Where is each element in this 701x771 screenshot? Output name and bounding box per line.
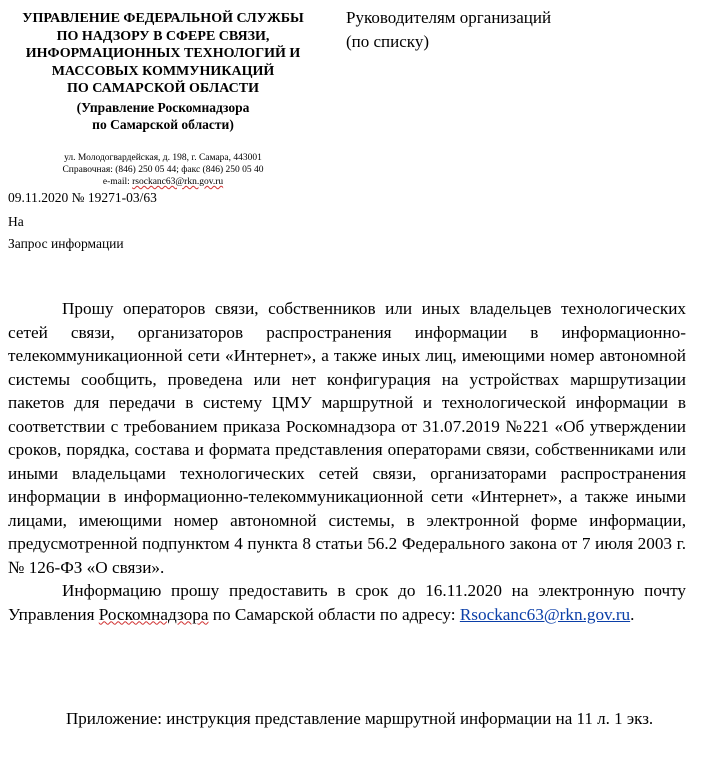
address-line: ул. Молодогвардейская, д. 198, г. Самара, 443001 xyxy=(64,153,262,163)
email-prefix: e-mail: xyxy=(102,177,133,187)
letter-body xyxy=(8,297,686,626)
header-email: rsockanc63@rkn.gov.ru xyxy=(132,177,224,187)
paragraph-2-org: Роскомнадзора xyxy=(98,604,209,624)
annex-note xyxy=(8,707,686,731)
phone-line: Справочная: (846) 250 05 44; факс (846) 250 05 40 xyxy=(62,165,264,175)
org-short-line: по Самарской области) xyxy=(92,117,234,132)
document-number: 09.11.2020 № 19271-03/63 xyxy=(8,190,157,205)
org-name-line: ПО НАДЗОРУ В СФЕРЕ СВЯЗИ, xyxy=(56,28,270,44)
contact-details xyxy=(0,152,326,188)
paragraph-2-end: . xyxy=(630,604,635,624)
body-paragraph-1: Прошу операторов связи, собственников или иных владельцев технологических сетей связи, организаторов распространения информации в информационно-телекоммуникационной сети «Интернет», а также иных лиц, имеющими номер автономной системы сообщить, проведена или нет конфигурация на устройствах маршрутизации пакетов для передачи в систему ЦМУ маршрутной и технологической информации в соответствии с требованием приказа Роскомнадзора от 31.07.2019 №221 «Об утверждении сроков, порядка, состава и формата представления операторами связи, собственниками или иными владельцами технологических сетей связи, организаторами распространения информации в информационно-телекоммуникационной сети «Интернет», а также иными лицами, имеющими номер автономной системы, в электронной форме информации, предусмотренной подпунктом 4 пункта 8 статьи 56.2 Федерального закона от 7 июля 2003 г. № 126-ФЗ «О связи». xyxy=(8,299,686,577)
body-paragraph-2 xyxy=(8,579,686,626)
org-name-line: ПО САМАРСКОЙ ОБЛАСТИ xyxy=(66,81,260,96)
org-short-name xyxy=(0,99,326,134)
recipient-block xyxy=(346,6,676,54)
paragraph-2-text: Информацию прошу предоставить в срок до 16.11.2020 на электронную почту Управления xyxy=(8,581,686,624)
org-name-line: УПРАВЛЕНИЕ ФЕДЕРАЛЬНОЙ СЛУЖБЫ xyxy=(22,11,304,26)
org-short-line: (Управление Роскомнадзора xyxy=(76,99,250,115)
paragraph-2-text-2: по Самарской области по адресу: xyxy=(208,604,460,624)
subject-line: Запрос информации xyxy=(8,236,124,251)
contact-email-link[interactable]: Rsockanc63@rkn.gov.ru xyxy=(459,604,631,624)
organization-name-block xyxy=(0,10,326,134)
org-name-line: ИНФОРМАЦИОННЫХ ТЕХНОЛОГИЙ И xyxy=(25,46,301,61)
recipient-note: (по списку) xyxy=(346,32,429,51)
org-name-line: МАССОВЫХ КОММУНИКАЦИЙ xyxy=(51,63,275,79)
email-line xyxy=(0,176,326,188)
reference-line: На xyxy=(8,214,24,229)
annex-text: Приложение: инструкция представление маршрутной информации на 11 л. 1 экз. xyxy=(66,709,654,728)
recipient-line: Руководителям организаций xyxy=(346,8,552,27)
